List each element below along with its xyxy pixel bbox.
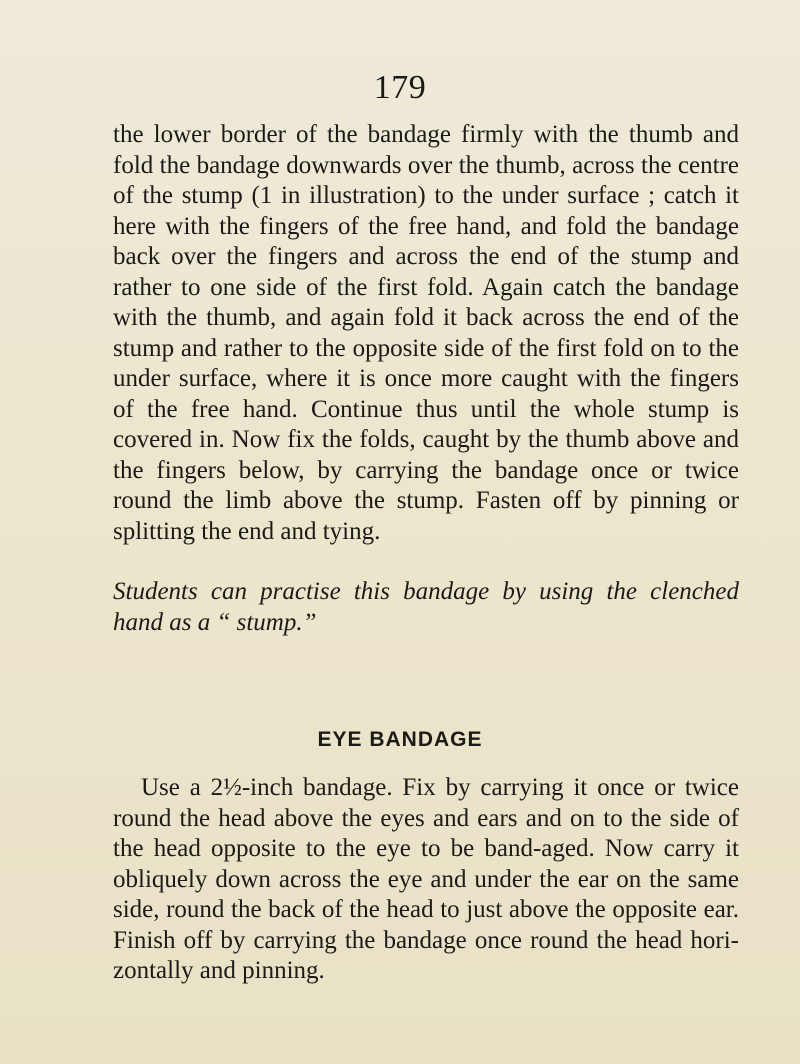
italic-note-paragraph: Students can practise this bandage by using the clenched hand as a “ stump.” bbox=[113, 578, 739, 636]
page-number: 179 bbox=[373, 69, 427, 106]
body-paragraph: the lower border of the bandage firmly with the thumb and fold the bandage downwards over the thumb, across the centre of the stump (1 in illustration) to the under surface ; catch it here with the fingers of the free hand, and fold the bandage back over the fingers and across the end of the stump and rather to one side of the first fold. Again catch the bandage with the thumb, and again fold it back across the end of the stump and rather to the opposite side of the first fold on to the under surface, where it is once more caught with the fingers of the free hand. Continue thus until the whole stump is covered in. Now fix the folds, caught by the thumb above and the fingers below, by carrying the bandage once or twice round the limb above the stump. Fasten off by pinning or splitting the end and tying. bbox=[113, 121, 739, 545]
eye-bandage-paragraph: Use a 2½-inch bandage. Fix by carrying it once or twice round the head above the eyes and ears and on to the side of the head opposite to the eye to be band-aged. Now carry it obliquely down across the eye and under the ear on the same side, round the back of the head to just above the opposite ear. Finish off by carrying the bandage once round the head hori-zontally and pinning. bbox=[113, 774, 739, 984]
section-heading: EYE BANDAGE bbox=[317, 728, 483, 751]
